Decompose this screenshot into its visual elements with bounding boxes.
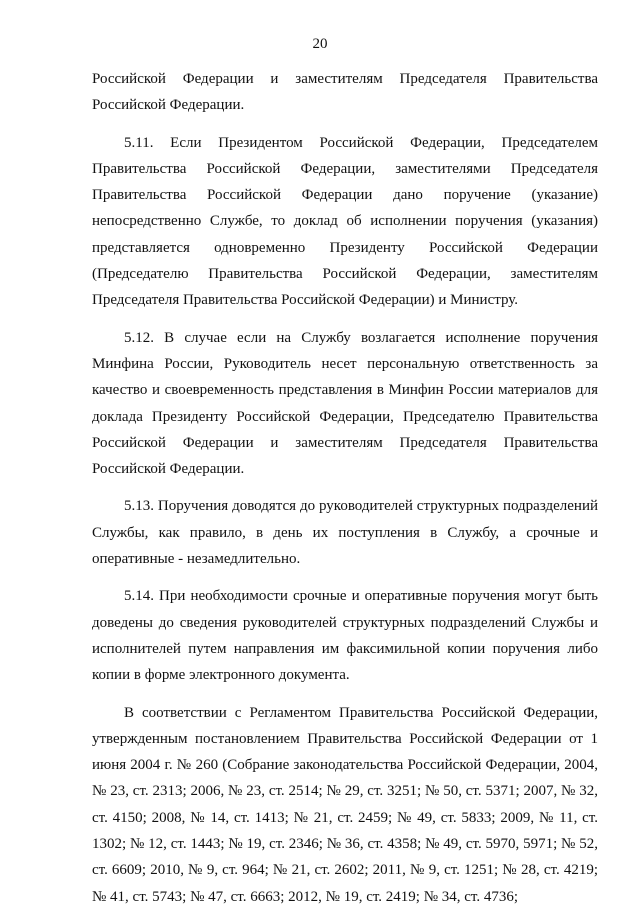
document-body (92, 66, 598, 921)
paragraph-5-13: 5.13. Поручения доводятся до руководителей структурных подразделений Службы, как правило, в день их поступления в Службу, а срочные и оперативные - незамедлительно. (92, 498, 598, 568)
paragraph-5-11: 5.11. Если Президентом Российской Федерации, Председателем Правительства Российской Федерации, заместителями Председателя Правительства Российской Федерации дано поручение (указание) непосредственно Службе, то доклад об исполнении поручения (указания) представляется одновременно Президенту Российской Федерации (Председателю Правительства Российской Федерации, заместителям Председателя Правительства Российской Федерации) и Министру. (92, 134, 598, 309)
paragraph-5-12: 5.12. В случае если на Службу возлагается исполнение поручения Минфина России, Руководитель несет персональную ответственность за качество и своевременность представления в Минфин России материалов для доклада Президенту Российской Федерации, Председателю Правительства Российской Федерации и заместителям Председателя Правительства Российской Федерации. (92, 329, 598, 478)
page-number: 20 (312, 36, 328, 52)
paragraph-continuation: Российской Федерации и заместителям Председателя Правительства Российской Федерации. (92, 71, 598, 114)
paragraph-5-14: 5.14. При необходимости срочные и оперативные поручения могут быть доведены до сведения руководителей структурных подразделений Службы и исполнителей путем направления им факсимильной копии поручения либо копии в форме электронного документа. (92, 588, 598, 684)
paragraph-regulation-reference: В соответствии с Регламентом Правительства Российской Федерации, утвержденным постановлением Правительства Российской Федерации от 1 июня 2004 г. № 260 (Собрание законодательства Российской Федерации, 2004, № 23, ст. 2313; 2006, № 23, ст. 2514; № 29, ст. 3251; № 50, ст. 5371; 2007, № 32, ст. 4150; 2008, № 14, ст. 1413; № 21, ст. 2459; № 49, ст. 5833; 2009, № 11, ст. 1302; № 12, ст. 1443; № 19, ст. 2346; № 36, ст. 4358; № 49, ст. 5970, 5971; № 52, ст. 6609; 2010, № 9, ст. 964; № 21, ст. 2602; 2011, № 9, ст. 1251; № 28, ст. 4219; № 41, ст. 5743; № 47, ст. 6663; 2012, № 19, ст. 2419; № 34, ст. 4736; (92, 704, 598, 905)
